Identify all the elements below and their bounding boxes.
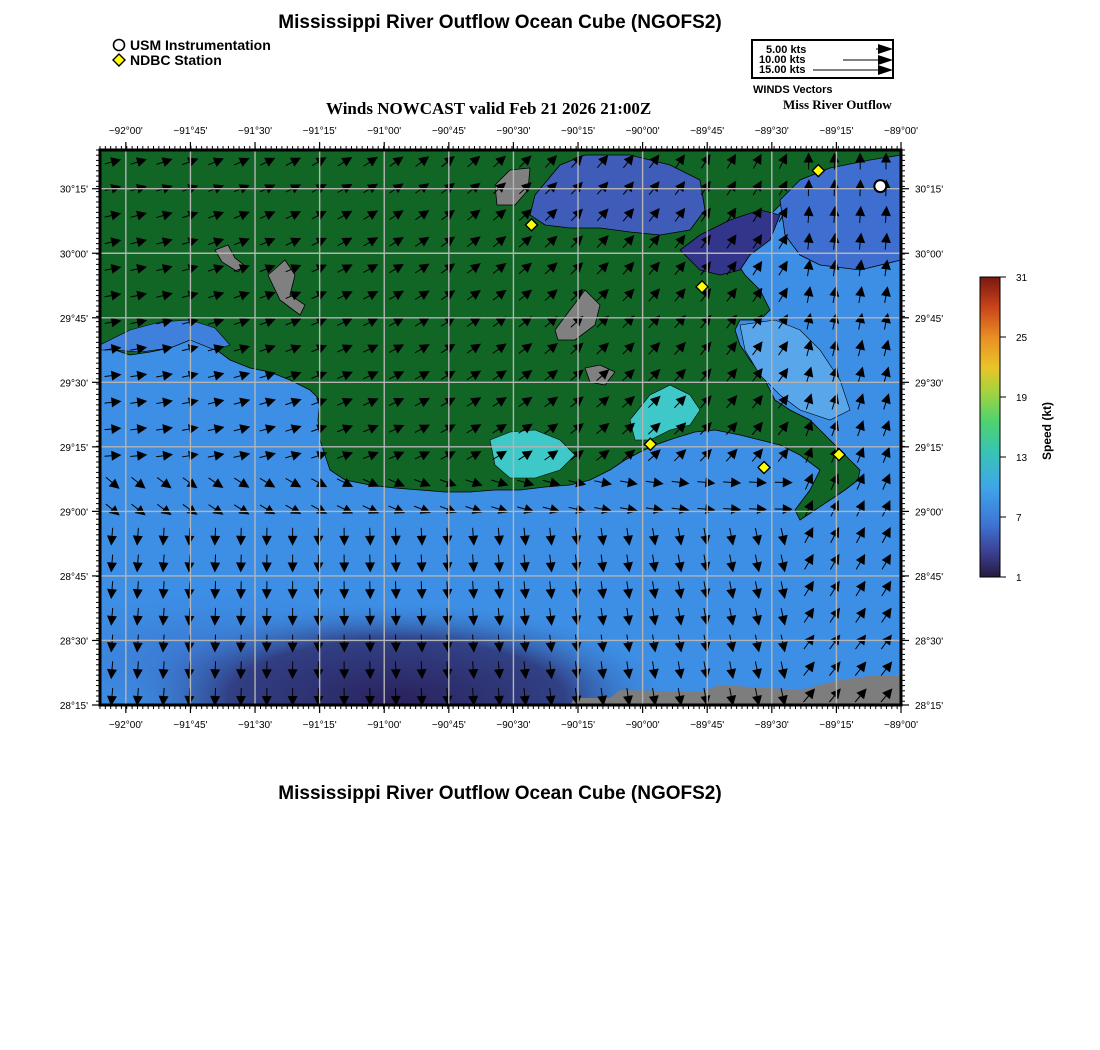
lat-label-right: 28°15' [915, 701, 944, 712]
vector-key-label: 10.00 kts [759, 54, 806, 66]
lon-label-top: −91°15' [302, 126, 337, 137]
lon-label-top: −91°00' [367, 126, 402, 137]
lon-label-top: −91°45' [173, 126, 208, 137]
lon-label-bottom: −89°30' [754, 720, 789, 731]
lon-label-bottom: −91°30' [238, 720, 273, 731]
lon-label-top: −90°30' [496, 126, 531, 137]
lon-label-bottom: −90°00' [625, 720, 660, 731]
lat-label-left: 29°00' [59, 507, 88, 519]
region-label: Miss River Outflow [783, 97, 892, 112]
lon-label-top: −89°30' [754, 126, 789, 137]
legend-label-usm: USM Instrumentation [130, 37, 271, 53]
colorbar-title: Speed (kt) [1040, 401, 1054, 460]
lon-label-top: −92°00' [108, 126, 143, 137]
colorbar-tick-label: 25 [1016, 333, 1028, 344]
vector-key-label: 15.00 kts [759, 64, 806, 76]
lat-label-left: 30°00' [59, 249, 88, 261]
colorbar [980, 273, 1028, 584]
lon-label-bottom: −91°00' [367, 720, 402, 731]
lat-label-right: 29°30' [915, 378, 944, 390]
lat-label-left: 28°45' [59, 571, 88, 583]
lat-label-left: 29°30' [59, 378, 88, 390]
lon-label-bottom: −91°15' [302, 720, 337, 731]
usm-station-marker [874, 180, 886, 192]
lat-label-right: 30°00' [915, 249, 944, 261]
lon-label-top: −90°15' [561, 126, 596, 137]
colorbar-tick-label: 7 [1016, 513, 1022, 524]
lat-label-left: 28°15' [59, 701, 88, 712]
lon-label-bottom: −92°00' [108, 720, 143, 731]
lon-label-bottom: −90°30' [496, 720, 531, 731]
lat-label-left: 28°30' [59, 636, 88, 648]
lat-label-right: 30°15' [915, 184, 944, 196]
colorbar-tick-label: 31 [1016, 273, 1028, 284]
vector-key-caption: WINDS Vectors [753, 84, 833, 96]
lon-label-top: −90°45' [431, 126, 466, 137]
lon-label-top: −89°15' [819, 126, 854, 137]
lon-label-top: −89°00' [884, 126, 918, 137]
colorbar-scale [980, 277, 1000, 577]
colorbar-tick-label: 13 [1016, 453, 1028, 464]
lat-label-right: 29°00' [915, 507, 944, 519]
lon-label-top: −90°00' [625, 126, 660, 137]
vector-key-label: 5.00 kts [766, 44, 807, 56]
lon-label-top: −91°30' [238, 126, 273, 137]
legend-label-ndbc: NDBC Station [130, 52, 222, 68]
lon-label-bottom: −90°15' [561, 720, 596, 731]
lon-label-bottom: −89°00' [884, 720, 918, 731]
lon-label-bottom: −89°15' [819, 720, 854, 731]
lon-label-bottom: −90°45' [431, 720, 466, 731]
colorbar-tick-label: 1 [1016, 573, 1022, 584]
map-subtitle: Winds NOWCAST valid Feb 21 2026 21:00Z [326, 99, 652, 118]
lat-label-left: 29°15' [59, 442, 88, 454]
lon-label-top: −89°45' [690, 126, 725, 137]
colorbar-tick-label: 19 [1016, 393, 1028, 404]
lat-label-right: 28°45' [915, 571, 944, 583]
page-title-repeat: Mississippi River Outflow Ocean Cube (NGOFS2) [278, 783, 722, 804]
page-title: Mississippi River Outflow Ocean Cube (NGOFS2) [278, 12, 722, 33]
lon-label-bottom: −89°45' [690, 720, 725, 731]
lat-label-right: 29°15' [915, 442, 944, 454]
map-field [100, 150, 901, 707]
lat-label-left: 30°15' [59, 184, 88, 196]
lat-label-right: 29°45' [915, 313, 944, 325]
lon-label-bottom: −91°45' [173, 720, 208, 731]
colorbar-ticks [1000, 273, 1028, 584]
lat-label-left: 29°45' [59, 313, 88, 325]
lat-label-right: 28°30' [915, 636, 944, 648]
